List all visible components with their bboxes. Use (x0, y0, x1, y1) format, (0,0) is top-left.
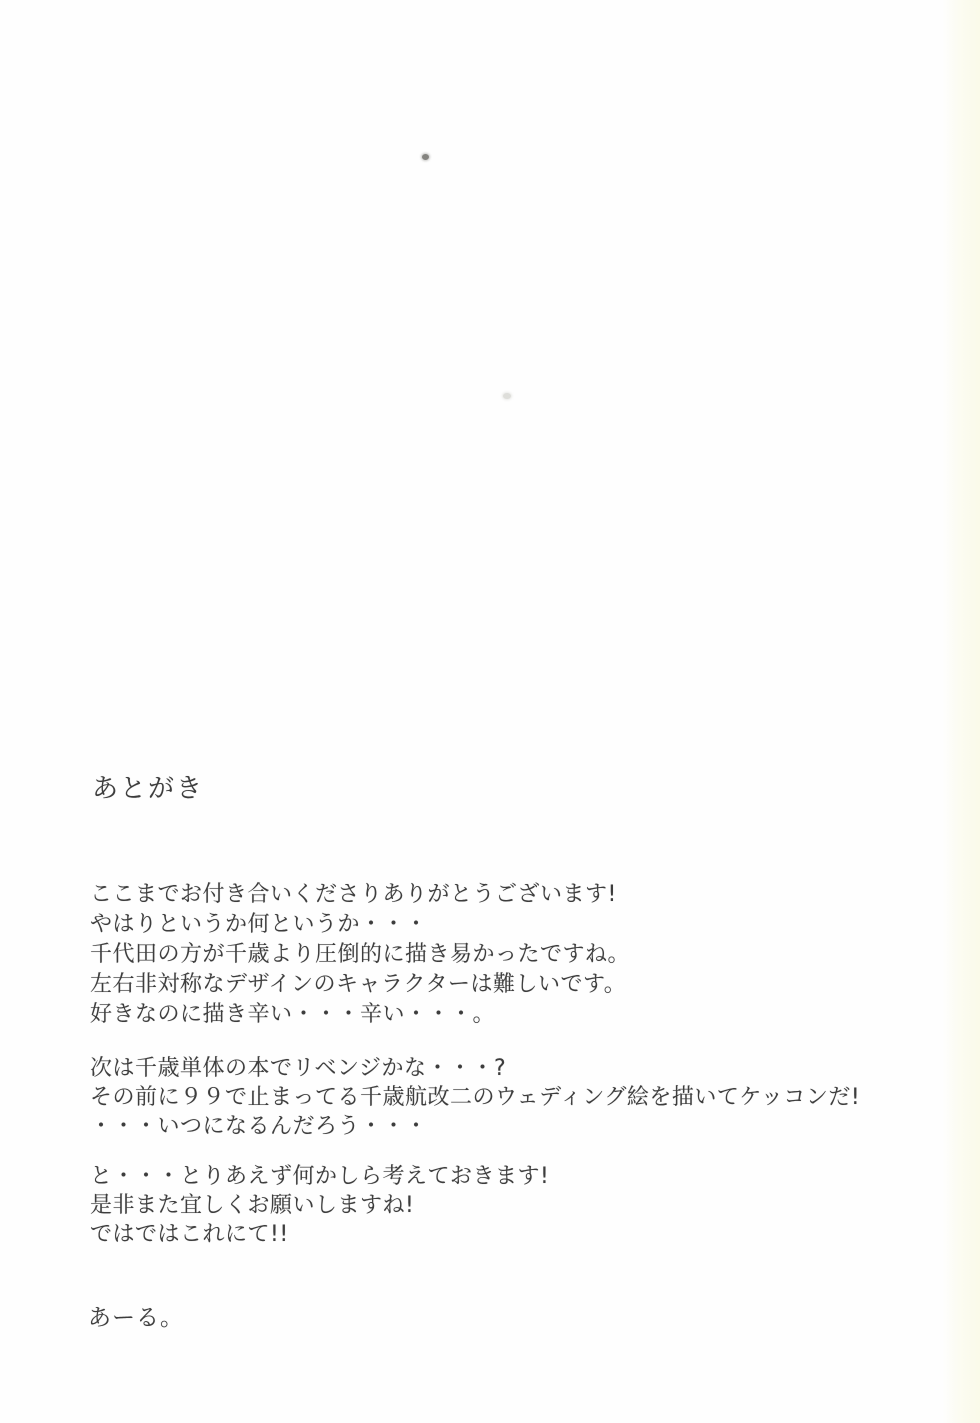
afterword-heading: あとがき (92, 774, 205, 804)
afterword-paragraph-1 (90, 880, 630, 1030)
afterword-line: 左右非対称なデザインのキャラクターは難しいです。 (90, 972, 627, 997)
afterword-paragraph-3 (90, 1162, 549, 1249)
ink-speck-1 (422, 154, 429, 160)
afterword-line: 是非また宜しくお願いしますね! (90, 1193, 415, 1218)
afterword-paragraph-2 (90, 1054, 860, 1141)
afterword-line: ではではこれにて!! (90, 1222, 289, 1247)
afterword-line: その前に９９で止まってる千歳航改二のウェディング絵を描いてケッコンだ! (90, 1085, 861, 1110)
author-signature: あーる。 (88, 1305, 184, 1331)
afterword-line: ・・・いつになるんだろう・・・ (90, 1114, 428, 1139)
afterword-line: と・・・とりあえず何かしら考えておきます! (90, 1164, 550, 1189)
afterword-line: ここまでお付き合いくださりありがとうございます! (90, 882, 617, 907)
afterword-line: やはりというか何というか・・・ (90, 912, 428, 937)
afterword-line: 千代田の方が千歳より圧倒的に描き易かったですね。 (90, 942, 631, 967)
afterword-line: 次は千歳単体の本でリベンジかな・・・? (90, 1056, 507, 1081)
page-edge-scan-tint (942, 0, 980, 1423)
ink-speck-2 (503, 393, 511, 399)
afterword-line: 好きなのに描き辛い・・・辛い・・・。 (90, 1002, 496, 1027)
